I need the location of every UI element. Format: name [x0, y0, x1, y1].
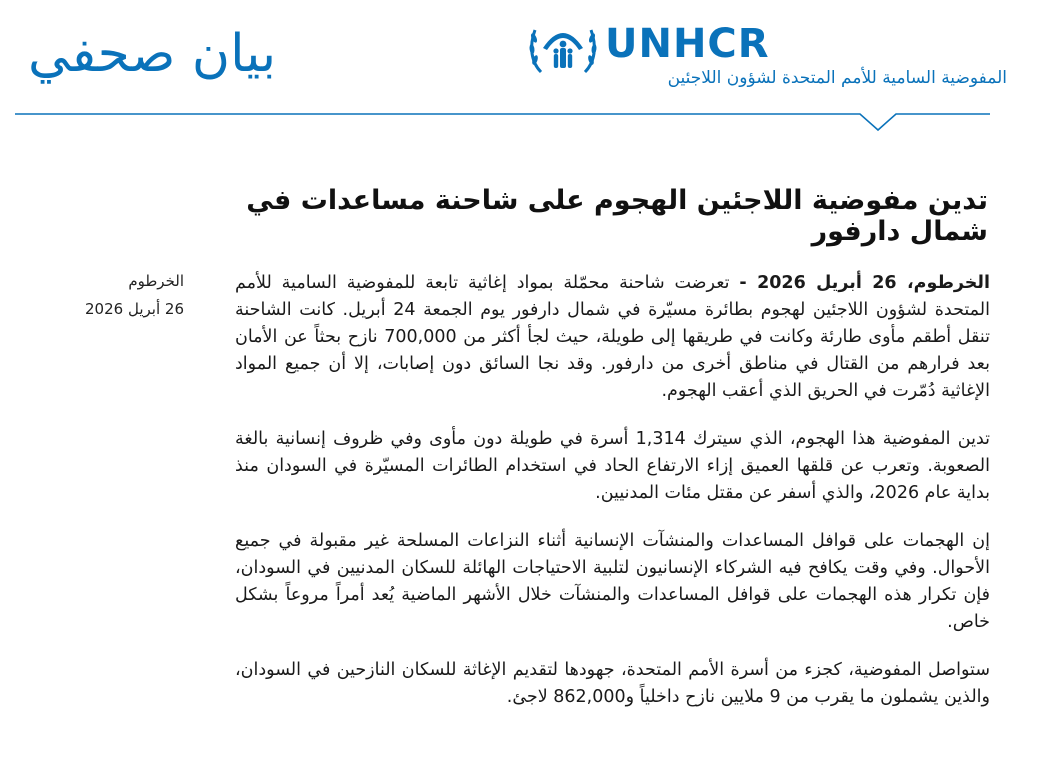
dateline-city: الخرطوم	[128, 272, 184, 290]
paragraph-2: تدين المفوضية هذا الهجوم، الذي سيترك 1,314 أسرة في طويلة دون مأوى وفي ظروف إنسانية بالغة الصعوبة. وتعرب عن قلقها العميق إزاء الارتفاع الحاد في استخدام الطائرات المسيّرة في السودان منذ بداية عام 2026، والذي أسفر عن مقتل مئات المدنيين.	[235, 429, 990, 503]
headline: تدين مفوضية اللاجئين الهجوم على شاحنة مساعدات في شمال دارفور	[246, 185, 988, 247]
article-body	[235, 270, 990, 732]
lead-prefix: الخرطوم، 26 أبريل 2026 -	[739, 273, 990, 293]
header-divider	[15, 113, 990, 135]
unhcr-logo	[527, 18, 1007, 96]
press-release-title: بيان صحفي	[28, 24, 277, 84]
dateline	[60, 267, 184, 323]
agency-name: المفوضية السامية للأمم المتحدة لشؤون اللاجئين	[667, 68, 1007, 88]
paragraph-1	[235, 270, 990, 405]
logo-wordmark: UNHCR	[605, 21, 770, 67]
dateline-date: 26 أبريل 2026	[85, 300, 184, 318]
paragraph-3: إن الهجمات على قوافل المساعدات والمنشآت الإنسانية أثناء النزاعات المسلحة غير مقبولة في جميع الأحوال. وفي وقت يكافح فيه الشركاء الإنسانيون لتلبية الاحتياجات الهائلة للسكان المدنيين في السودان، فإن تكرار هذه الهجمات على قوافل المساعدات والمنشآت خلال الأشهر الماضية يُعد أمراً مروعاً بشكل خاص.	[235, 531, 990, 632]
paragraph-1-text: تعرضت شاحنة محمّلة بمواد إغاثية تابعة للمفوضية السامية للأمم المتحدة لشؤون اللاجئين لهجوم بطائرة مسيّرة في شمال دارفور يوم الجمعة 24 أبريل. كانت الشاحنة تنقل أطقم مأوى طارئة وكانت في طريقها إلى طويلة، حيث لجأ أكثر من 700,000 نازح بحثاً عن الأمان بعد فرارهم من القتال في مناطق أخرى من دارفور. وقد نجا السائق دون إصابات، إلا أن جميع المواد الإغاثية دُمّرت في الحريق الذي أعقب الهجوم.	[235, 273, 990, 401]
paragraph-4: ستواصل المفوضية، كجزء من أسرة الأمم المتحدة، جهودها لتقديم الإغاثة للسكان النازحين في السودان، والذين يشملون ما يقرب من 9 ملايين نازح داخلياً و862,000 لاجئ.	[235, 660, 990, 707]
unhcr-emblem-icon	[527, 18, 599, 78]
